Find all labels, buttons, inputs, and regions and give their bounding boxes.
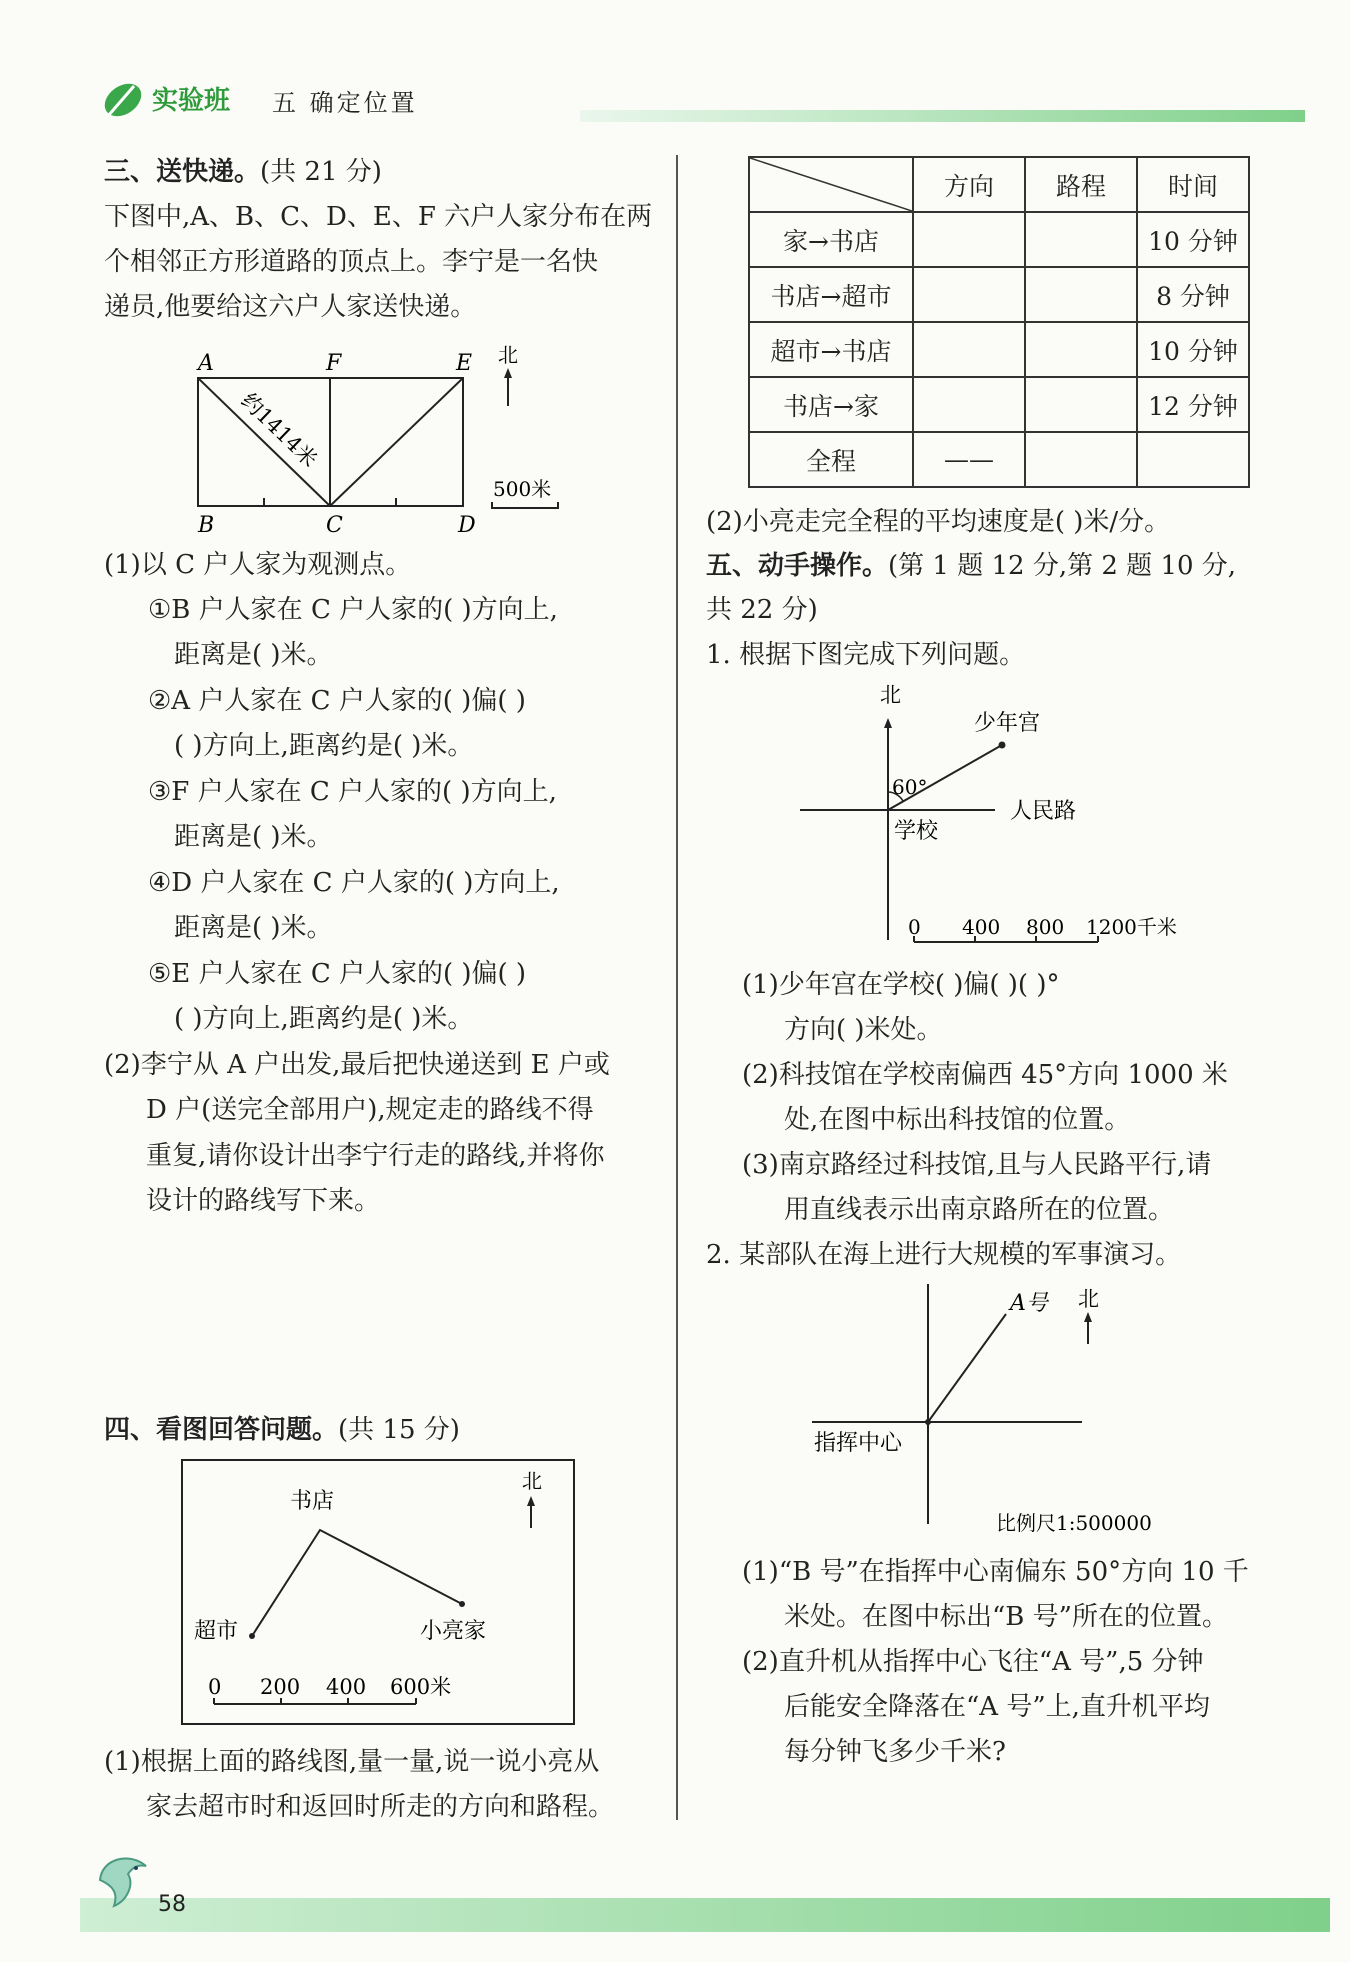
s5-p1-q2-line-2: 处,在图中标出科技馆的位置。	[784, 1105, 1131, 1135]
route-table	[748, 156, 1250, 488]
distance-cell	[1025, 322, 1137, 377]
route-cell: 书店→超市	[749, 267, 913, 322]
scale-tick-1200b: 1200千米	[1086, 915, 1177, 939]
distance-cell	[1025, 377, 1137, 432]
s3-q1-line-1: ①B 户人家在 C 户人家的( )方向上,	[148, 595, 558, 625]
home-label: 小亮家	[420, 1619, 487, 1644]
section3-intro-2: 个相邻正方形道路的顶点上。李宁是一名快	[104, 247, 599, 277]
point-e-label: E	[456, 351, 473, 376]
scale-tick-200: 200	[260, 1675, 301, 1699]
point-c-label: C	[326, 513, 343, 538]
s5-p2-stem: 2. 某部队在海上进行大规模的军事演习。	[706, 1240, 1182, 1270]
chapter-title: 五 确定位置	[272, 89, 418, 117]
s5-p1-q3-line-2: 用直线表示出南京路所在的位置。	[784, 1195, 1175, 1225]
table-header-row	[749, 157, 1249, 212]
header-accent-bar	[580, 110, 1305, 122]
dolphin-mascot-icon	[88, 1840, 158, 1920]
scale-tick-400b: 400	[962, 915, 1001, 939]
route-cell: 全程	[749, 432, 913, 487]
point-b-label: B	[198, 513, 215, 538]
table-row	[749, 212, 1249, 267]
section3-intro-1: 下图中,A、B、C、D、E、F 六户人家分布在两	[104, 202, 653, 232]
scale-label: 500米	[493, 477, 552, 501]
s4-q2: (2)小亮走完全程的平均速度是( )米/分。	[706, 507, 1171, 537]
s3-q1-line-7: ④D 户人家在 C 户人家的( )方向上,	[148, 868, 560, 898]
direction-cell: ——	[913, 432, 1025, 487]
school-map-figure	[790, 680, 1210, 950]
s3-q2-line-2: D 户(送完全部用户),规定走的路线不得	[146, 1095, 594, 1125]
section5-score-1: (第 1 题 12 分,第 2 题 10 分,	[888, 551, 1237, 581]
header-distance: 路程	[1025, 157, 1137, 212]
s5-p2-q2-line-1: (2)直升机从指挥中心飞往“A 号”,5 分钟	[742, 1647, 1204, 1677]
center-label: 指挥中心	[814, 1431, 903, 1456]
diagonal-distance-label: 约1414米	[236, 388, 322, 472]
exercise-map-figure	[800, 1280, 1200, 1540]
section5-score-2: 共 22 分)	[706, 595, 818, 625]
scale-tick-800b: 800	[1026, 915, 1065, 939]
ship-a-direction-line	[928, 1314, 1006, 1422]
section3-intro-3: 递员,他要给这六户人家送快递。	[104, 292, 477, 322]
s3-q1-line-6: 距离是( )米。	[174, 822, 333, 852]
road-label: 人民路	[1010, 799, 1077, 824]
direction-cell	[913, 377, 1025, 432]
header-time: 时间	[1137, 157, 1249, 212]
section4-title: 四、看图回答问题。	[104, 1415, 339, 1445]
s3-q1-line-4: ( )方向上,距离约是( )米。	[174, 731, 474, 761]
time-cell	[1137, 432, 1249, 487]
route-cell: 书店→家	[749, 377, 913, 432]
supermarket-label: 超市	[194, 1619, 239, 1644]
s3-q1-line-9: ⑤E 户人家在 C 户人家的( )偏( )	[148, 959, 527, 989]
school-label: 学校	[894, 819, 939, 844]
s3-q1-line-2: 距离是( )米。	[174, 640, 333, 670]
point-a-label: A	[198, 351, 214, 376]
s5-p2-q2-line-2: 后能安全降落在“A 号”上,直升机平均	[784, 1692, 1210, 1722]
section5-title: 五、动手操作。	[706, 551, 889, 581]
time-cell: 10 分钟	[1137, 322, 1249, 377]
section3-heading	[104, 155, 382, 189]
s3-q1-line-10: ( )方向上,距离约是( )米。	[174, 1004, 474, 1034]
palace-label: 少年宫	[974, 711, 1041, 736]
bookstore-label: 书店	[290, 1489, 335, 1514]
s3-q1-line-8: 距离是( )米。	[174, 913, 333, 943]
s3-q1-line-5: ③F 户人家在 C 户人家的( )方向上,	[148, 777, 557, 807]
time-cell: 10 分钟	[1137, 212, 1249, 267]
s3-q2-line-1: (2)李宁从 A 户出发,最后把快递送到 E 户或	[104, 1050, 610, 1080]
scale-tick-600: 600米	[390, 1675, 452, 1699]
table-row	[749, 322, 1249, 377]
direction-cell	[913, 267, 1025, 322]
ship-a-label: A号	[1010, 1291, 1048, 1316]
table-corner-cell	[749, 157, 913, 212]
table-row	[749, 377, 1249, 432]
direction-cell	[913, 212, 1025, 267]
north-label-3: 北	[880, 683, 901, 707]
point-d-label: D	[458, 513, 476, 538]
footer-accent-bar	[80, 1898, 1330, 1932]
route-map-figure	[180, 1458, 576, 1728]
s5-p2-q1-line-2: 米处。在图中标出“B 号”所在的位置。	[784, 1602, 1228, 1632]
section5-heading	[706, 549, 1236, 583]
section3-score: (共 21 分)	[260, 157, 382, 187]
table-row	[749, 267, 1249, 322]
s3-q2-line-3: 重复,请你设计出李宁行走的路线,并将你	[146, 1141, 605, 1171]
section4-heading	[104, 1413, 460, 1447]
north-label-2: 北	[522, 1469, 542, 1493]
s5-p1-q2-line-1: (2)科技馆在学校南偏西 45°方向 1000 米	[742, 1060, 1228, 1090]
scale-tick-400: 400	[326, 1675, 367, 1699]
s3-q2-line-4: 设计的路线写下来。	[146, 1186, 381, 1216]
s3-q1-line-3: ②A 户人家在 C 户人家的( )偏( )	[148, 686, 526, 716]
point-f-label: F	[326, 351, 342, 376]
section4-score: (共 15 分)	[338, 1415, 460, 1445]
route-cell: 超市→书店	[749, 322, 913, 377]
s5-p1-q1-line-1: (1)少年宫在学校( )偏( )( )°	[742, 970, 1060, 1000]
leaf-logo-icon	[100, 78, 146, 122]
s5-p2-q1-line-1: (1)“B 号”在指挥中心南偏东 50°方向 10 千	[742, 1557, 1249, 1587]
delivery-map-figure	[180, 340, 580, 540]
section3-title: 三、送快递。	[104, 157, 261, 187]
s5-p2-q2-line-3: 每分钟飞多少千米?	[784, 1737, 1006, 1767]
s3-q1-stem: (1)以 C 户人家为观测点。	[104, 550, 412, 580]
page-number: 58	[158, 1892, 186, 1917]
angle-label: 60°	[892, 775, 928, 799]
time-cell: 12 分钟	[1137, 377, 1249, 432]
north-label-4: 北	[1078, 1287, 1099, 1311]
s5-p1-q3-line-1: (3)南京路经过科技馆,且与人民路平行,请	[742, 1150, 1212, 1180]
brand-title: 实验班	[152, 86, 231, 116]
scale-tick-0b: 0	[908, 915, 921, 939]
distance-cell	[1025, 267, 1137, 322]
header-direction: 方向	[913, 157, 1025, 212]
scale-ratio-label: 比例尺1:500000	[996, 1511, 1152, 1535]
s5-p1-q1-line-2: 方向( )米处。	[784, 1015, 943, 1045]
north-label: 北	[498, 343, 518, 367]
distance-cell	[1025, 432, 1137, 487]
direction-cell	[913, 322, 1025, 377]
s4-q1-line-2: 家去超市时和返回时所走的方向和路程。	[146, 1792, 615, 1822]
s5-p1-stem: 1. 根据下图完成下列问题。	[706, 640, 1026, 670]
column-divider	[676, 155, 678, 1820]
time-cell: 8 分钟	[1137, 267, 1249, 322]
s4-q1-line-1: (1)根据上面的路线图,量一量,说一说小亮从	[104, 1747, 600, 1777]
scale-tick-0: 0	[208, 1675, 222, 1699]
table-row	[749, 432, 1249, 487]
route-cell: 家→书店	[749, 212, 913, 267]
distance-cell	[1025, 212, 1137, 267]
